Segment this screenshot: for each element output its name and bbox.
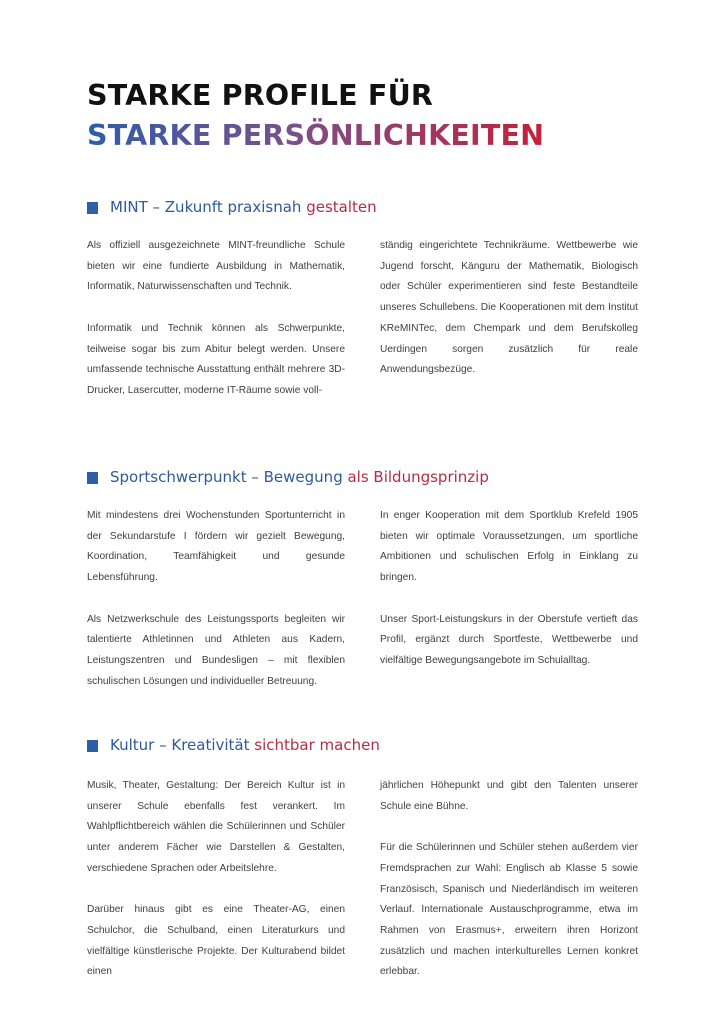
section-sport — [87, 468, 639, 687]
section-title-part-1: Sportschwerpunkt – Bewegung — [110, 468, 348, 486]
paragraph: jährlichen Höhepunkt und gibt den Talenten unserer Schule eine Bühne. — [380, 780, 638, 812]
section-heading — [87, 198, 639, 224]
section-heading — [87, 468, 639, 494]
section-title-part-2: sichtbar machen — [254, 736, 380, 754]
paragraph: Für die Schülerinnen und Schüler stehen außerdem vier Fremdsprachen zur Wahl: Englisch ab Klasse 5 sowie Französisch, Spanisch und Niederländisch im weiteren Verlauf. Internationale Austauschprogramme, etwa im Rahmen von Erasmus+, erweitern ihren Horizont zusätzlich und machen interkulturelles Lernen konkret erlebbar. — [380, 842, 638, 978]
text-column-left — [87, 236, 345, 402]
paragraph: In enger Kooperation mit dem Sportklub Krefeld 1905 bieten wir optimale Voraussetzungen, um sportliche Ambitionen und schulischen Erfolg in Einklang zu bringen. — [380, 510, 638, 584]
section-heading — [87, 736, 639, 762]
paragraph: Unser Sport-Leistungskurs in der Oberstufe vertieft das Profil, ergänzt durch Sportfeste, Wettbewerbe und vielfältige Bewegungsangebote im Schulalltag. — [380, 613, 638, 666]
page-title-line-1: STARKE PROFILE FÜR — [87, 79, 434, 112]
section-title-part-1: Kultur – Kreativität — [110, 736, 255, 754]
paragraph: Darüber hinaus gibt es eine Theater-AG, einen Schulchor, die Schulband, einen Literaturkurs und vielfältige künstlerische Projekte. Der Kulturabend bildet einen — [87, 904, 345, 978]
section-title — [110, 734, 380, 756]
section-title-part-2: als Bildungsprinzip — [347, 468, 489, 486]
text-column-right — [380, 776, 638, 983]
section-title — [110, 196, 377, 218]
paragraph: Informatik und Technik können als Schwerpunkte, teilweise sogar bis zum Abitur belegt werden. Unsere umfassende technische Ausstattung enthält mehrere 3D-Drucker, Lasercutter, moderne IT-Räume sowie voll- — [87, 322, 345, 396]
section-title — [110, 466, 489, 488]
paragraph: Mit mindestens drei Wochenstunden Sportunterricht in der Sekundarstufe I fördern wir gezielt Bewegung, Koordination, Teamfähigkeit und gesunde Lebensführung. — [87, 510, 345, 584]
section-mint — [87, 198, 639, 396]
paragraph: Musik, Theater, Gestaltung: Der Bereich Kultur ist in unserer Schule ebenfalls fest verankert. Im Wahlpflichtbereich wählen die Schülerinnen und Schüler unter anderem Fächer wie Darstellen & Gestalten, verschiedene Sprachen oder Arbeitslehre. — [87, 780, 345, 874]
page-title-line-2: STARKE PERSÖNLICHKEITEN — [87, 116, 544, 156]
text-column-right — [380, 236, 638, 381]
square-bullet-icon — [87, 202, 98, 214]
section-title-part-1: MINT – Zukunft praxisnah — [110, 198, 307, 216]
paragraph: Als Netzwerkschule des Leistungssports begleiten wir talentierte Athletinnen und Athleten aus Kadern, Leistungszentren und Bundesligen – mit flexiblen schulischen Lösungen und individueller Betreuung. — [87, 613, 345, 687]
section-kultur — [87, 736, 639, 978]
paragraph: ständig eingerichtete Technikräume. Wettbewerbe wie Jugend forscht, Känguru der Mathematik, Biologisch oder Schüler experimentieren sind feste Bestandteile unseres Schullebens. Die Kooperationen mit dem Institut KReMINTec, dem Chempark und dem Berufskolleg Uerdingen sorgen zusätzlich für reale Anwendungsbezüge. — [380, 240, 638, 376]
page-title — [87, 76, 544, 156]
section-title-part-2: gestalten — [306, 198, 377, 216]
text-column-left — [87, 776, 345, 983]
paragraph: Als offiziell ausgezeichnete MINT-freundliche Schule bieten wir eine fundierte Ausbildung in Mathematik, Informatik, Naturwissenschaften und Technik. — [87, 240, 345, 293]
square-bullet-icon — [87, 740, 98, 752]
text-column-left — [87, 506, 345, 692]
square-bullet-icon — [87, 472, 98, 484]
text-column-right — [380, 506, 638, 672]
